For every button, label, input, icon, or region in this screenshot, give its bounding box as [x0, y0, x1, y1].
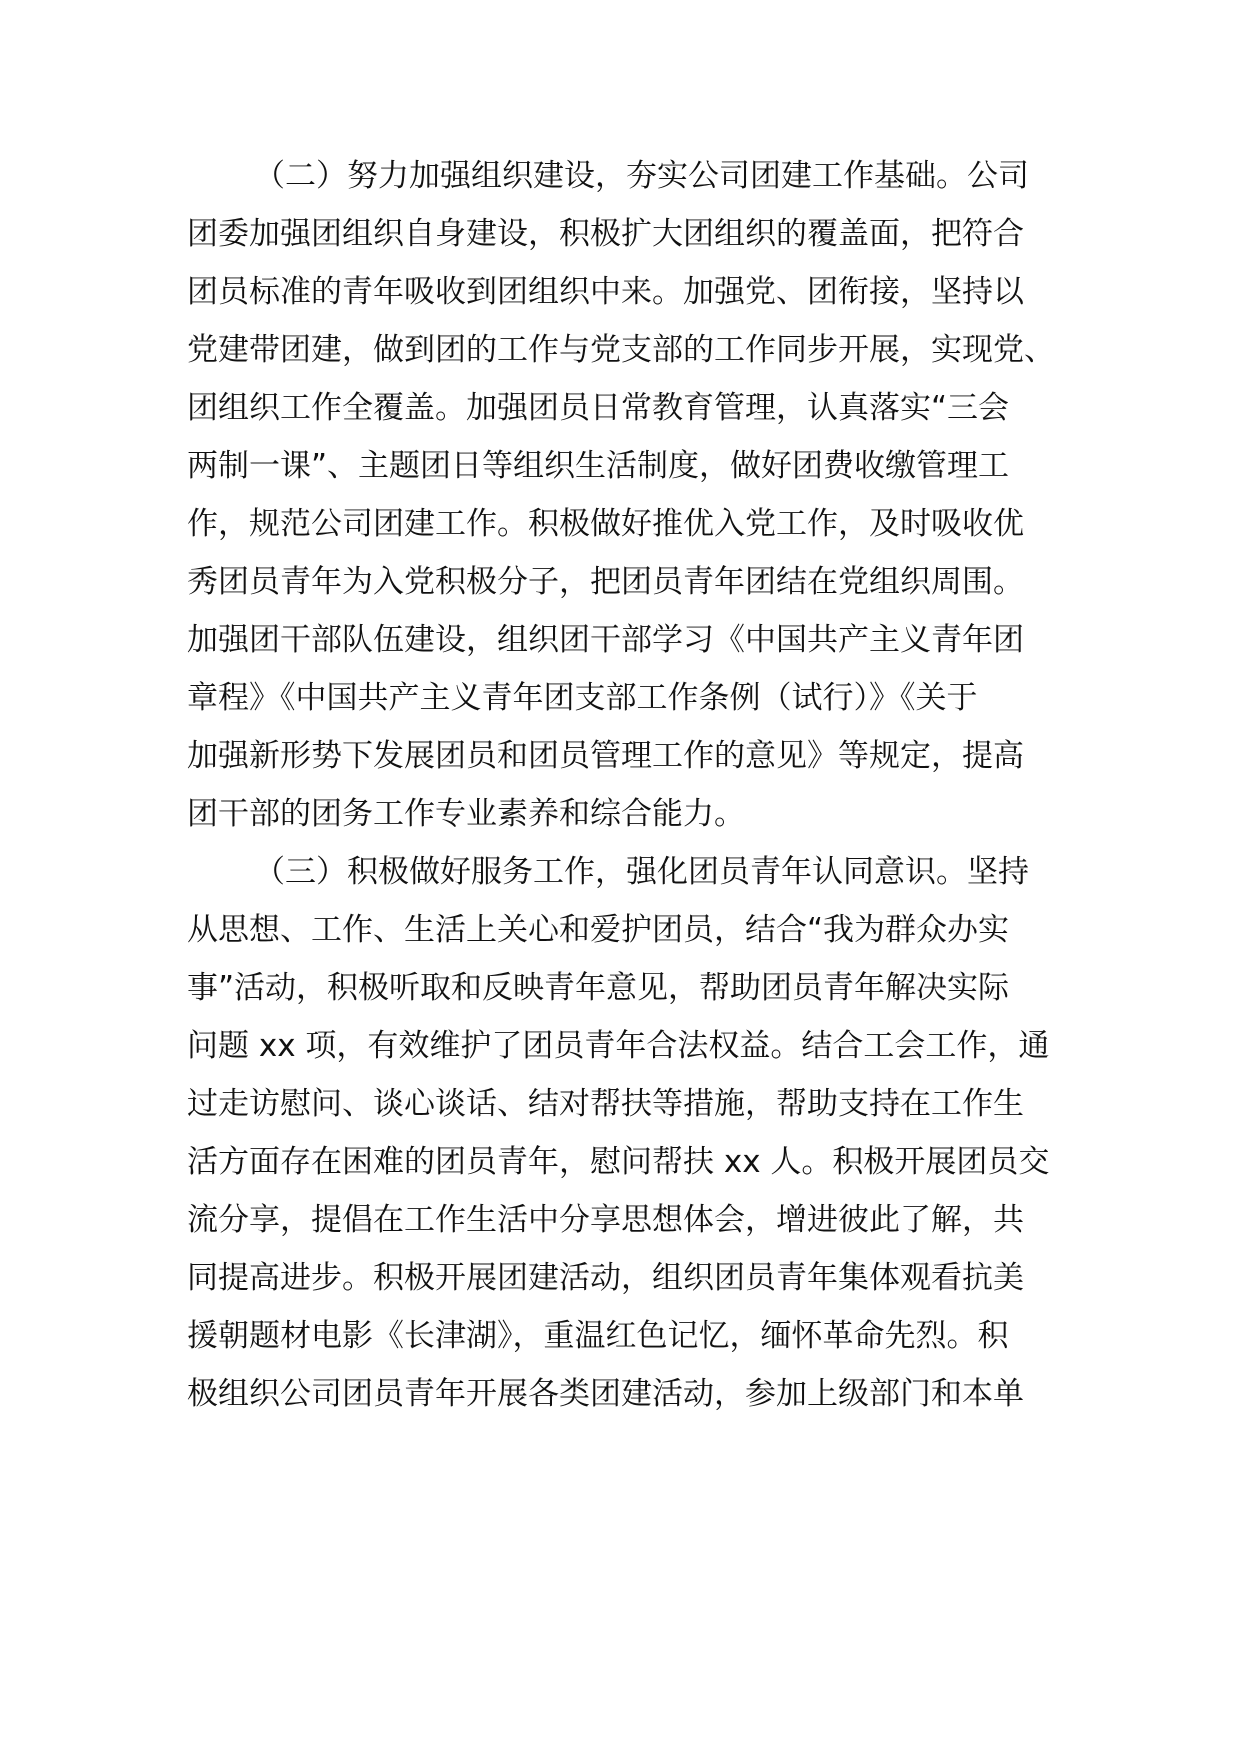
paragraph-1-line-1: （二）努力加强组织建设，夯实公司团建工作基础。公司	[254, 158, 1029, 194]
paragraph-2-line-10: 极组织公司团员青年开展各类团建活动，参加上级部门和本单	[187, 1376, 1024, 1412]
paragraph-1-line-4: 党建带团建，做到团的工作与党支部的工作同步开展，实现党、	[187, 332, 1055, 368]
paragraph-2-line-4: 问题 xx 项，有效维护了团员青年合法权益。结合工会工作，通	[187, 1028, 1050, 1064]
paragraph-1-line-7: 作，规范公司团建工作。积极做好推优入党工作，及时吸收优	[187, 506, 1024, 542]
paragraph-1-line-8: 秀团员青年为入党积极分子，把团员青年团结在党组织周围。	[187, 564, 1024, 600]
paragraph-2-line-3: 事”活动，积极听取和反映青年意见，帮助团员青年解决实际	[187, 970, 1010, 1006]
paragraph-2-line-2: 从思想、工作、生活上关心和爱护团员，结合“我为群众办实	[187, 912, 1010, 948]
paragraph-2-line-7: 流分享，提倡在工作生活中分享思想体会，增进彼此了解，共	[187, 1202, 1024, 1238]
paragraph-1-line-12: 团干部的团务工作专业素养和综合能力。	[187, 796, 745, 832]
paragraph-1-line-5: 团组织工作全覆盖。加强团员日常教育管理，认真落实“三会	[187, 390, 1010, 426]
paragraph-1-line-6: 两制一课”、主题团日等组织生活制度，做好团费收缴管理工	[187, 448, 1010, 484]
paragraph-1-line-2: 团委加强团组织自身建设，积极扩大团组织的覆盖面，把符合	[187, 216, 1024, 252]
paragraph-1-line-10: 章程》《中国共产主义青年团支部工作条例（试行）》《关于	[187, 680, 978, 716]
paragraph-2-line-9: 援朝题材电影《长津湖》，重温红色记忆，缅怀革命先烈。积	[187, 1318, 1009, 1354]
paragraph-1-line-3: 团员标准的青年吸收到团组织中来。加强党、团衔接，坚持以	[187, 274, 1024, 310]
paragraph-2-line-1: （三）积极做好服务工作，强化团员青年认同意识。坚持	[254, 854, 1029, 890]
paragraph-2-line-5: 过走访慰问、谈心谈话、结对帮扶等措施，帮助支持在工作生	[187, 1086, 1024, 1122]
paragraph-2-line-8: 同提高进步。积极开展团建活动，组织团员青年集体观看抗美	[187, 1260, 1024, 1296]
paragraph-2-line-6: 活方面存在困难的团员青年，慰问帮扶 xx 人。积极开展团员交	[187, 1144, 1050, 1180]
paragraph-1-line-9: 加强团干部队伍建设，组织团干部学习《中国共产主义青年团	[187, 622, 1024, 658]
paragraph-1-line-11: 加强新形势下发展团员和团员管理工作的意见》等规定，提高	[187, 738, 1024, 774]
